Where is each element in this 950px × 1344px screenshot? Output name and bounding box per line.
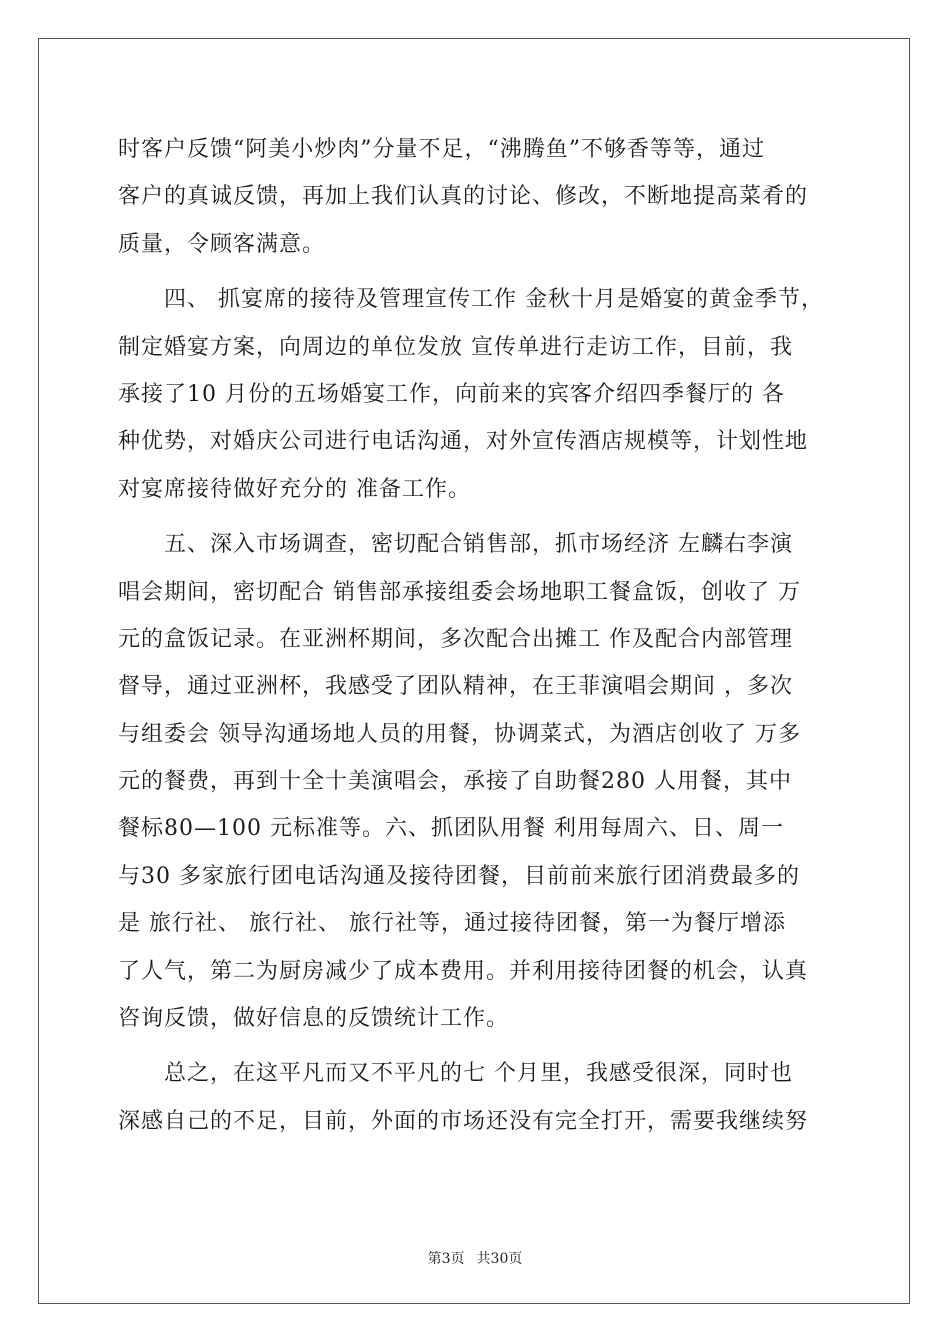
paragraph-1 xyxy=(118,126,836,268)
text-line: 督导，通过亚洲杯，我感受了团队精神，在王菲演唱会期间 ，多次 xyxy=(118,674,793,700)
text-line: 咨询反馈，做好信息的反馈统计工作。 xyxy=(118,1006,510,1032)
text-line: 元的餐费，再到十全十美演唱会，承接了自助餐280 人用餐，其中 xyxy=(118,769,792,795)
text-line: 承接了10 月份的五场婚宴工作，向前来的宾客介绍四季餐厅的 各 xyxy=(118,381,785,407)
page-number: 第3页 xyxy=(427,1251,465,1267)
text-line: 与组委会 领导沟通场地人员的用餐，协调菜式，为酒店创收了 万多 xyxy=(118,721,801,747)
document-body xyxy=(118,126,836,1145)
text-line: 种优势，对婚庆公司进行电话沟通，对外宣传酒店规模等，计划性地 xyxy=(118,429,809,455)
text-line: 元的盒饭记录。在亚洲杯期间，多次配合出摊工 作及配合内部管理 xyxy=(118,626,793,652)
text-line: 与30 多家旅行团电话沟通及接待团餐，目前前来旅行团消费最多的 xyxy=(118,863,800,889)
text-line: 总之，在这平凡而又不平凡的七 个月里，我感受很深，同时也 xyxy=(118,1061,793,1087)
text-line: 五、深入市场调查，密切配合销售部，抓市场经济 左麟右李演 xyxy=(118,532,793,558)
page-footer xyxy=(0,1248,950,1268)
text-line: 质量，令顾客满意。 xyxy=(118,231,326,257)
text-line: 制定婚宴方案，向周边的单位发放 宣传单进行走访工作，目前，我 xyxy=(118,334,793,360)
paragraph-3 xyxy=(118,521,836,1042)
text-line: 是 旅行社、 旅行社、 旅行社等，通过接待团餐，第一为餐厅增添 xyxy=(118,911,786,937)
text-line: 了人气，第二为厨房减少了成本费用。并利用接待团餐的机会，认真 xyxy=(118,958,809,984)
page-total: 共30页 xyxy=(476,1251,523,1267)
text-line: 客户的真诚反馈，再加上我们认真的讨论、修改，不断地提高菜肴的 xyxy=(118,184,809,210)
text-line: 对宴席接待做好充分的 准备工作。 xyxy=(118,476,471,502)
text-line: 四、 抓宴席的接待及管理宣传工作 金秋十月是婚宴的黄金季节， xyxy=(118,287,824,313)
text-line: 时客户反馈“阿美小炒肉”分量不足，“沸腾鱼”不够香等等，通过 xyxy=(118,137,765,162)
text-line: 餐标80—100 元标准等。六、抓团队用餐 利用每周六、日、周一 xyxy=(118,816,784,842)
paragraph-2 xyxy=(118,276,836,513)
text-line: 深感自己的不足，目前，外面的市场还没有完全打开，需要我继续努 xyxy=(118,1108,809,1134)
text-line: 唱会期间，密切配合 销售部承接组委会场地职工餐盒饭，创收了 万 xyxy=(118,579,801,605)
paragraph-4 xyxy=(118,1050,836,1145)
